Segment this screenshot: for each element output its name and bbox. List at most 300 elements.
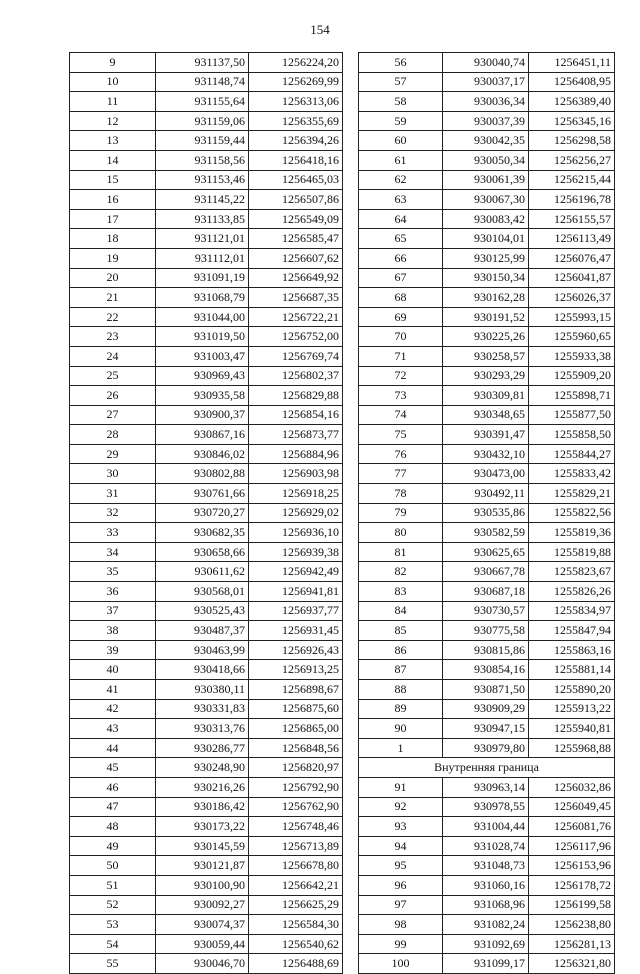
x-coordinate-cell: 930963,14: [443, 777, 529, 797]
point-number-cell: 56: [359, 53, 443, 73]
y-coordinate-cell: 1256394,26: [249, 131, 343, 151]
x-coordinate-cell: 930978,55: [443, 797, 529, 817]
x-coordinate-cell: 931148,74: [156, 72, 249, 92]
point-number-cell: 28: [70, 425, 156, 445]
table-row: [70, 856, 343, 876]
x-coordinate-cell: 930067,30: [443, 190, 529, 210]
x-coordinate-cell: 930061,39: [443, 170, 529, 190]
table-row: [359, 92, 615, 112]
x-coordinate-cell: 931159,44: [156, 131, 249, 151]
table-row: [359, 797, 615, 817]
coordinates-table-right: [358, 52, 615, 974]
table-row: [70, 444, 343, 464]
point-number-cell: 98: [359, 915, 443, 935]
x-coordinate-cell: 930186,42: [156, 797, 249, 817]
x-coordinate-cell: 930046,70: [156, 954, 249, 974]
point-number-cell: 9: [70, 53, 156, 73]
x-coordinate-cell: 930775,58: [443, 621, 529, 641]
y-coordinate-cell: 1255960,65: [529, 327, 615, 347]
point-number-cell: 67: [359, 268, 443, 288]
y-coordinate-cell: 1256642,21: [249, 875, 343, 895]
table-row: [359, 660, 615, 680]
y-coordinate-cell: 1256939,38: [249, 542, 343, 562]
section-heading: Внутренняя граница: [359, 758, 615, 778]
y-coordinate-cell: 1255829,21: [529, 484, 615, 504]
x-coordinate-cell: 930037,39: [443, 111, 529, 131]
x-coordinate-cell: 930871,50: [443, 680, 529, 700]
y-coordinate-cell: 1256752,00: [249, 327, 343, 347]
table-row: [70, 366, 343, 386]
point-number-cell: 92: [359, 797, 443, 817]
y-coordinate-cell: 1256762,90: [249, 797, 343, 817]
point-number-cell: 72: [359, 366, 443, 386]
point-number-cell: 89: [359, 699, 443, 719]
x-coordinate-cell: 930036,34: [443, 92, 529, 112]
table-row: [70, 72, 343, 92]
point-number-cell: 40: [70, 660, 156, 680]
table-row: [359, 895, 615, 915]
x-coordinate-cell: 930418,66: [156, 660, 249, 680]
x-coordinate-cell: 930391,47: [443, 425, 529, 445]
point-number-cell: 57: [359, 72, 443, 92]
table-row: [359, 288, 615, 308]
point-number-cell: 26: [70, 386, 156, 406]
table-row: [359, 621, 615, 641]
x-coordinate-cell: 931158,56: [156, 150, 249, 170]
point-number-cell: 33: [70, 523, 156, 543]
y-coordinate-cell: 1256507,86: [249, 190, 343, 210]
point-number-cell: 14: [70, 150, 156, 170]
table-row: [359, 72, 615, 92]
y-coordinate-cell: 1255833,42: [529, 464, 615, 484]
table-row: [70, 582, 343, 602]
y-coordinate-cell: 1256408,95: [529, 72, 615, 92]
point-number-cell: 76: [359, 444, 443, 464]
table-row: [359, 190, 615, 210]
x-coordinate-cell: 930258,57: [443, 346, 529, 366]
table-row: [359, 582, 615, 602]
x-coordinate-cell: 930331,83: [156, 699, 249, 719]
point-number-cell: 10: [70, 72, 156, 92]
point-number-cell: 69: [359, 307, 443, 327]
x-coordinate-cell: 930730,57: [443, 601, 529, 621]
table-row: [70, 248, 343, 268]
y-coordinate-cell: 1256942,49: [249, 562, 343, 582]
y-coordinate-cell: 1256722,21: [249, 307, 343, 327]
table-row: [70, 92, 343, 112]
y-coordinate-cell: 1256081,76: [529, 817, 615, 837]
table-row: [359, 856, 615, 876]
x-coordinate-cell: 931004,44: [443, 817, 529, 837]
x-coordinate-cell: 930042,35: [443, 131, 529, 151]
point-number-cell: 37: [70, 601, 156, 621]
x-coordinate-cell: 931019,50: [156, 327, 249, 347]
x-coordinate-cell: 930348,65: [443, 405, 529, 425]
point-number-cell: 41: [70, 680, 156, 700]
x-coordinate-cell: 930380,11: [156, 680, 249, 700]
table-row: [359, 111, 615, 131]
x-coordinate-cell: 930535,86: [443, 503, 529, 523]
x-coordinate-cell: 930900,37: [156, 405, 249, 425]
point-number-cell: 61: [359, 150, 443, 170]
y-coordinate-cell: 1256848,56: [249, 738, 343, 758]
y-coordinate-cell: 1256549,09: [249, 209, 343, 229]
x-coordinate-cell: 931091,19: [156, 268, 249, 288]
point-number-cell: 31: [70, 484, 156, 504]
y-coordinate-cell: 1255834,97: [529, 601, 615, 621]
point-number-cell: 97: [359, 895, 443, 915]
point-number-cell: 88: [359, 680, 443, 700]
x-coordinate-cell: 930104,01: [443, 229, 529, 249]
table-row: [359, 170, 615, 190]
point-number-cell: 64: [359, 209, 443, 229]
point-number-cell: 58: [359, 92, 443, 112]
point-number-cell: 21: [70, 288, 156, 308]
point-number-cell: 55: [70, 954, 156, 974]
table-row: [359, 248, 615, 268]
x-coordinate-cell: 930761,66: [156, 484, 249, 504]
x-coordinate-cell: 930687,18: [443, 582, 529, 602]
point-number-cell: 43: [70, 719, 156, 739]
point-number-cell: 63: [359, 190, 443, 210]
y-coordinate-cell: 1256032,86: [529, 777, 615, 797]
point-number-cell: 45: [70, 758, 156, 778]
point-number-cell: 38: [70, 621, 156, 641]
table-row: [70, 327, 343, 347]
x-coordinate-cell: 930969,43: [156, 366, 249, 386]
x-coordinate-cell: 930125,99: [443, 248, 529, 268]
point-number-cell: 20: [70, 268, 156, 288]
y-coordinate-cell: 1256281,13: [529, 934, 615, 954]
y-coordinate-cell: 1256769,74: [249, 346, 343, 366]
y-coordinate-cell: 1255940,81: [529, 719, 615, 739]
point-number-cell: 49: [70, 836, 156, 856]
x-coordinate-cell: 930059,44: [156, 934, 249, 954]
point-number-cell: 47: [70, 797, 156, 817]
table-row: [70, 268, 343, 288]
point-number-cell: 70: [359, 327, 443, 347]
y-coordinate-cell: 1256873,77: [249, 425, 343, 445]
y-coordinate-cell: 1255909,20: [529, 366, 615, 386]
point-number-cell: 1: [359, 738, 443, 758]
x-coordinate-cell: 931028,74: [443, 836, 529, 856]
y-coordinate-cell: 1256321,80: [529, 954, 615, 974]
x-coordinate-cell: 930145,59: [156, 836, 249, 856]
y-coordinate-cell: 1255858,50: [529, 425, 615, 445]
x-coordinate-cell: 930867,16: [156, 425, 249, 445]
x-coordinate-cell: 930248,90: [156, 758, 249, 778]
y-coordinate-cell: 1256926,43: [249, 640, 343, 660]
y-coordinate-cell: 1256355,69: [249, 111, 343, 131]
point-number-cell: 74: [359, 405, 443, 425]
table-row: [70, 601, 343, 621]
x-coordinate-cell: 930293,29: [443, 366, 529, 386]
point-number-cell: 82: [359, 562, 443, 582]
table-row: [70, 895, 343, 915]
coordinates-table-left: [69, 52, 343, 974]
y-coordinate-cell: 1256903,98: [249, 464, 343, 484]
y-coordinate-cell: 1256875,60: [249, 699, 343, 719]
point-number-cell: 80: [359, 523, 443, 543]
table-row: [359, 425, 615, 445]
y-coordinate-cell: 1256884,96: [249, 444, 343, 464]
table-row: [70, 405, 343, 425]
point-number-cell: 23: [70, 327, 156, 347]
point-number-cell: 75: [359, 425, 443, 445]
point-number-cell: 68: [359, 288, 443, 308]
x-coordinate-cell: 930947,15: [443, 719, 529, 739]
point-number-cell: 73: [359, 386, 443, 406]
x-coordinate-cell: 931082,24: [443, 915, 529, 935]
table-row: [359, 327, 615, 347]
table-row: [359, 523, 615, 543]
table-row: [359, 346, 615, 366]
point-number-cell: 77: [359, 464, 443, 484]
y-coordinate-cell: 1256389,40: [529, 92, 615, 112]
table-row: [70, 131, 343, 151]
point-number-cell: 13: [70, 131, 156, 151]
y-coordinate-cell: 1256076,47: [529, 248, 615, 268]
point-number-cell: 18: [70, 229, 156, 249]
table-row: [359, 307, 615, 327]
table-row: [70, 425, 343, 445]
table-row: [70, 464, 343, 484]
x-coordinate-cell: 930100,90: [156, 875, 249, 895]
x-coordinate-cell: 930225,26: [443, 327, 529, 347]
point-number-cell: 99: [359, 934, 443, 954]
y-coordinate-cell: 1256937,77: [249, 601, 343, 621]
point-number-cell: 35: [70, 562, 156, 582]
y-coordinate-cell: 1256418,16: [249, 150, 343, 170]
y-coordinate-cell: 1256153,96: [529, 856, 615, 876]
y-coordinate-cell: 1255993,15: [529, 307, 615, 327]
point-number-cell: 27: [70, 405, 156, 425]
point-number-cell: 30: [70, 464, 156, 484]
x-coordinate-cell: 930121,87: [156, 856, 249, 876]
point-number-cell: 91: [359, 777, 443, 797]
table-row: [359, 268, 615, 288]
y-coordinate-cell: 1256345,16: [529, 111, 615, 131]
right-table-body: [359, 53, 615, 974]
y-coordinate-cell: 1255863,16: [529, 640, 615, 660]
point-number-cell: 11: [70, 92, 156, 112]
y-coordinate-cell: 1255968,88: [529, 738, 615, 758]
x-coordinate-cell: 930037,17: [443, 72, 529, 92]
point-number-cell: 32: [70, 503, 156, 523]
point-number-cell: 52: [70, 895, 156, 915]
y-coordinate-cell: 1256678,80: [249, 856, 343, 876]
table-row: [70, 640, 343, 660]
section-row: [359, 758, 615, 778]
point-number-cell: 48: [70, 817, 156, 837]
x-coordinate-cell: 930854,16: [443, 660, 529, 680]
x-coordinate-cell: 930191,52: [443, 307, 529, 327]
x-coordinate-cell: 930150,34: [443, 268, 529, 288]
page-number: 154: [310, 22, 330, 37]
x-coordinate-cell: 930173,22: [156, 817, 249, 837]
table-row: [70, 954, 343, 974]
y-coordinate-cell: 1255913,22: [529, 699, 615, 719]
x-coordinate-cell: 930309,81: [443, 386, 529, 406]
table-row: [359, 954, 615, 974]
x-coordinate-cell: 930846,02: [156, 444, 249, 464]
point-number-cell: 96: [359, 875, 443, 895]
point-number-cell: 90: [359, 719, 443, 739]
y-coordinate-cell: 1256802,37: [249, 366, 343, 386]
point-number-cell: 16: [70, 190, 156, 210]
point-number-cell: 87: [359, 660, 443, 680]
table-row: [70, 875, 343, 895]
point-number-cell: 71: [359, 346, 443, 366]
x-coordinate-cell: 931145,22: [156, 190, 249, 210]
point-number-cell: 17: [70, 209, 156, 229]
x-coordinate-cell: 931099,17: [443, 954, 529, 974]
point-number-cell: 84: [359, 601, 443, 621]
y-coordinate-cell: 1255822,56: [529, 503, 615, 523]
y-coordinate-cell: 1256155,57: [529, 209, 615, 229]
table-row: [70, 915, 343, 935]
point-number-cell: 93: [359, 817, 443, 837]
y-coordinate-cell: 1256649,92: [249, 268, 343, 288]
table-row: [359, 934, 615, 954]
y-coordinate-cell: 1256224,20: [249, 53, 343, 73]
y-coordinate-cell: 1256625,29: [249, 895, 343, 915]
y-coordinate-cell: 1255826,26: [529, 582, 615, 602]
y-coordinate-cell: 1255877,50: [529, 405, 615, 425]
table-row: [70, 288, 343, 308]
y-coordinate-cell: 1256941,81: [249, 582, 343, 602]
y-coordinate-cell: 1256041,87: [529, 268, 615, 288]
x-coordinate-cell: 931137,50: [156, 53, 249, 73]
y-coordinate-cell: 1256865,00: [249, 719, 343, 739]
table-row: [359, 444, 615, 464]
table-row: [70, 503, 343, 523]
y-coordinate-cell: 1256451,11: [529, 53, 615, 73]
table-row: [70, 660, 343, 680]
x-coordinate-cell: 931092,69: [443, 934, 529, 954]
point-number-cell: 81: [359, 542, 443, 562]
table-row: [70, 190, 343, 210]
point-number-cell: 42: [70, 699, 156, 719]
point-number-cell: 15: [70, 170, 156, 190]
table-row: [359, 503, 615, 523]
y-coordinate-cell: 1256238,80: [529, 915, 615, 935]
point-number-cell: 46: [70, 777, 156, 797]
table-row: [70, 111, 343, 131]
y-coordinate-cell: 1256196,78: [529, 190, 615, 210]
table-row: [359, 542, 615, 562]
x-coordinate-cell: 931060,16: [443, 875, 529, 895]
table-row: [359, 719, 615, 739]
table-row: [359, 464, 615, 484]
point-number-cell: 83: [359, 582, 443, 602]
y-coordinate-cell: 1255847,94: [529, 621, 615, 641]
y-coordinate-cell: 1255819,36: [529, 523, 615, 543]
point-number-cell: 24: [70, 346, 156, 366]
table-row: [359, 484, 615, 504]
y-coordinate-cell: 1256113,49: [529, 229, 615, 249]
point-number-cell: 53: [70, 915, 156, 935]
y-coordinate-cell: 1256313,06: [249, 92, 343, 112]
point-number-cell: 85: [359, 621, 443, 641]
x-coordinate-cell: 931121,01: [156, 229, 249, 249]
x-coordinate-cell: 930487,37: [156, 621, 249, 641]
y-coordinate-cell: 1255819,88: [529, 542, 615, 562]
table-row: [359, 53, 615, 73]
x-coordinate-cell: 930492,11: [443, 484, 529, 504]
x-coordinate-cell: 931112,01: [156, 248, 249, 268]
table-row: [70, 777, 343, 797]
table-row: [70, 680, 343, 700]
y-coordinate-cell: 1256820,97: [249, 758, 343, 778]
point-number-cell: 59: [359, 111, 443, 131]
y-coordinate-cell: 1256584,30: [249, 915, 343, 935]
x-coordinate-cell: 930040,74: [443, 53, 529, 73]
y-coordinate-cell: 1256269,99: [249, 72, 343, 92]
point-number-cell: 50: [70, 856, 156, 876]
y-coordinate-cell: 1256465,03: [249, 170, 343, 190]
y-coordinate-cell: 1256607,62: [249, 248, 343, 268]
x-coordinate-cell: 930286,77: [156, 738, 249, 758]
point-number-cell: 79: [359, 503, 443, 523]
y-coordinate-cell: 1256215,44: [529, 170, 615, 190]
table-row: [359, 131, 615, 151]
point-number-cell: 65: [359, 229, 443, 249]
y-coordinate-cell: 1256929,02: [249, 503, 343, 523]
x-coordinate-cell: 930074,37: [156, 915, 249, 935]
table-row: [359, 640, 615, 660]
table-row: [70, 797, 343, 817]
x-coordinate-cell: 930979,80: [443, 738, 529, 758]
table-row: [70, 386, 343, 406]
y-coordinate-cell: 1256256,27: [529, 150, 615, 170]
x-coordinate-cell: 930525,43: [156, 601, 249, 621]
table-row: [359, 738, 615, 758]
x-coordinate-cell: 931068,96: [443, 895, 529, 915]
y-coordinate-cell: 1256792,90: [249, 777, 343, 797]
x-coordinate-cell: 930909,29: [443, 699, 529, 719]
table-row: [70, 562, 343, 582]
table-row: [359, 817, 615, 837]
table-row: [70, 699, 343, 719]
y-coordinate-cell: 1256913,25: [249, 660, 343, 680]
y-coordinate-cell: 1255844,27: [529, 444, 615, 464]
table-row: [70, 484, 343, 504]
table-row: [70, 150, 343, 170]
y-coordinate-cell: 1256898,67: [249, 680, 343, 700]
y-coordinate-cell: 1256936,10: [249, 523, 343, 543]
point-number-cell: 62: [359, 170, 443, 190]
table-row: [359, 386, 615, 406]
point-number-cell: 36: [70, 582, 156, 602]
x-coordinate-cell: 930682,35: [156, 523, 249, 543]
table-row: [359, 366, 615, 386]
x-coordinate-cell: 930582,59: [443, 523, 529, 543]
table-row: [70, 346, 343, 366]
y-coordinate-cell: 1256026,37: [529, 288, 615, 308]
x-coordinate-cell: 930611,62: [156, 562, 249, 582]
point-number-cell: 100: [359, 954, 443, 974]
x-coordinate-cell: 930473,00: [443, 464, 529, 484]
table-row: [70, 53, 343, 73]
table-row: [359, 229, 615, 249]
table-row: [359, 680, 615, 700]
y-coordinate-cell: 1256713,89: [249, 836, 343, 856]
table-row: [70, 209, 343, 229]
table-row: [359, 699, 615, 719]
x-coordinate-cell: 930083,42: [443, 209, 529, 229]
table-row: [359, 601, 615, 621]
